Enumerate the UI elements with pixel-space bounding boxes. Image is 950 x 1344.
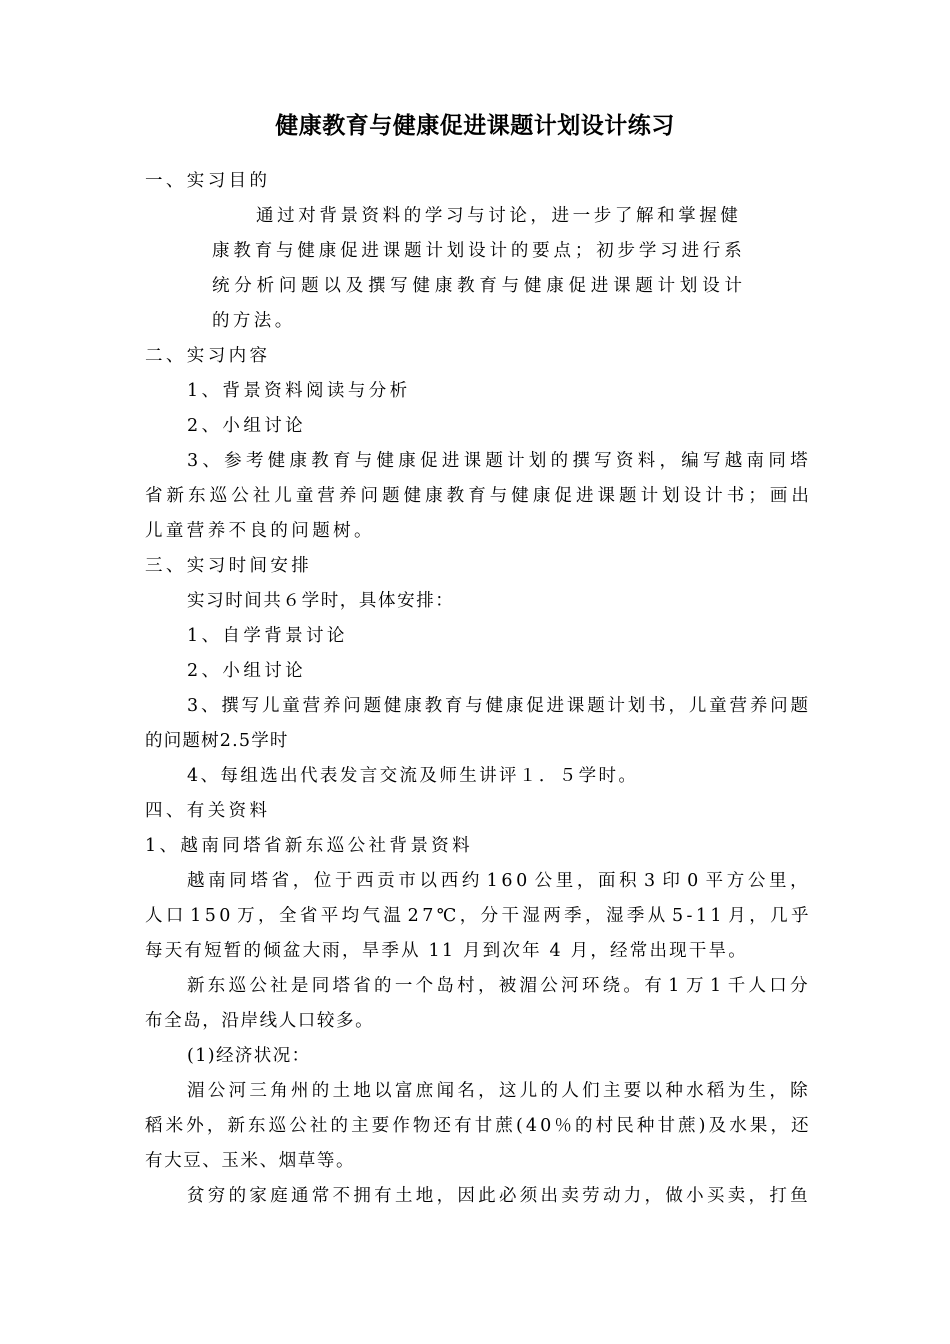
paragraph-line: 有大豆、玉米、烟草等。	[145, 1151, 356, 1171]
paragraph-line: 每天有短暂的倾盆大雨，旱季从 11 月到次年 4 月，经常出现干旱。	[145, 941, 748, 961]
list-item: 2、小组讨论	[187, 416, 307, 436]
paragraph-line: 儿童营养不良的问题树。	[145, 521, 375, 541]
paragraph-line: 的问题树2.5学时	[145, 731, 289, 751]
paragraph-line: 省 新 东 巡 公 社 儿 童 营 养 问 题 健 康 教 育 与 健 康 促 进 课 题 计 划 设 计 书 ； 画 出	[145, 486, 809, 506]
paragraph-line: 康 教 育 与 健 康 促 进 课 题 计 划 设 计 的 要 点 ； 初 步 学 习 进 行 系	[212, 241, 742, 261]
section-heading-materials: 四、有关资料	[145, 801, 271, 821]
list-item: 1、自学背景讨论	[187, 626, 348, 646]
paragraph-line: 的方法。	[212, 311, 296, 331]
paragraph-line: 湄 公 河 三 角 州 的 土 地 以 富 庶 闻 名 ， 这 儿 的 人 们 主 要 以 种 水 稻 为 生 ， 除	[187, 1081, 808, 1101]
list-item: 3 、 撰 写 儿 童 营 养 问 题 健 康 教 育 与 健 康 促 进 课 题 计 划 书 ， 儿 童 营 养 问 题	[187, 696, 808, 716]
list-item: 2、小组讨论	[187, 661, 307, 681]
paragraph-line: 新 东 巡 公 社 是 同 塔 省 的 一 个 岛 村 ， 被 湄 公 河 环 绕 。 有 1 万 1 千 人 口 分	[187, 976, 808, 996]
paragraph-line: 布全岛，沿岸线人口较多。	[145, 1011, 375, 1031]
paragraph-line: 统 分 析 问 题 以 及 撰 写 健 康 教 育 与 健 康 促 进 课 题 计 划 设 计	[212, 276, 742, 296]
list-item: 3 、 参 考 健 康 教 育 与 健 康 促 进 课 题 计 划 的 撰 写 资 料 ， 编 写 越 南 同 塔	[187, 451, 808, 471]
list-item: 4、每组选出代表发言交流及师生讲评１．５学时。	[187, 766, 639, 786]
subsection-heading: (1)经济状况：	[187, 1046, 311, 1066]
paragraph-line: 贫 穷 的 家 庭 通 常 不 拥 有 土 地 ， 因 此 必 须 出 卖 劳 动 力 ， 做 小 买 卖 ， 打 鱼	[187, 1186, 808, 1206]
list-item: 1、背景资料阅读与分析	[187, 381, 411, 401]
document-title: 健康教育与健康促进课题计划设计练习	[275, 113, 675, 139]
section-heading-schedule: 三、实习时间安排	[145, 556, 313, 576]
paragraph-line: 稻 米 外 ， 新 东 巡 公 社 的 主 要 作 物 还 有 甘 蔗 ( 4 0 ％ 的 村 民 种 甘 蔗 ) 及 水 果 ， 还	[145, 1116, 809, 1136]
paragraph-line: 实习时间共６学时，具体安排：	[187, 591, 455, 611]
section-heading-content: 二、实习内容	[145, 346, 271, 366]
paragraph-line: 通 过 对 背 景 资 料 的 学 习 与 讨 论 ， 进 一 步 了 解 和 掌 握 健	[256, 206, 738, 226]
paragraph-line: 越 南 同 塔 省 ， 位 于 西 贡 市 以 西 约 1 6 0 公 里 ， 面 积 3 印 0 平 方 公 里 ，	[187, 871, 808, 891]
section-heading-purpose: 一、实习目的	[145, 171, 271, 191]
subsection-heading: 1、越南同塔省新东巡公社背景资料	[145, 836, 474, 856]
paragraph-line: 人 口 1 5 0 万 ， 全 省 平 均 气 温 2 7 ℃ ， 分 干 湿 两 季 ， 湿 季 从 5 - 1 1 月 ， 几 乎	[145, 906, 809, 926]
